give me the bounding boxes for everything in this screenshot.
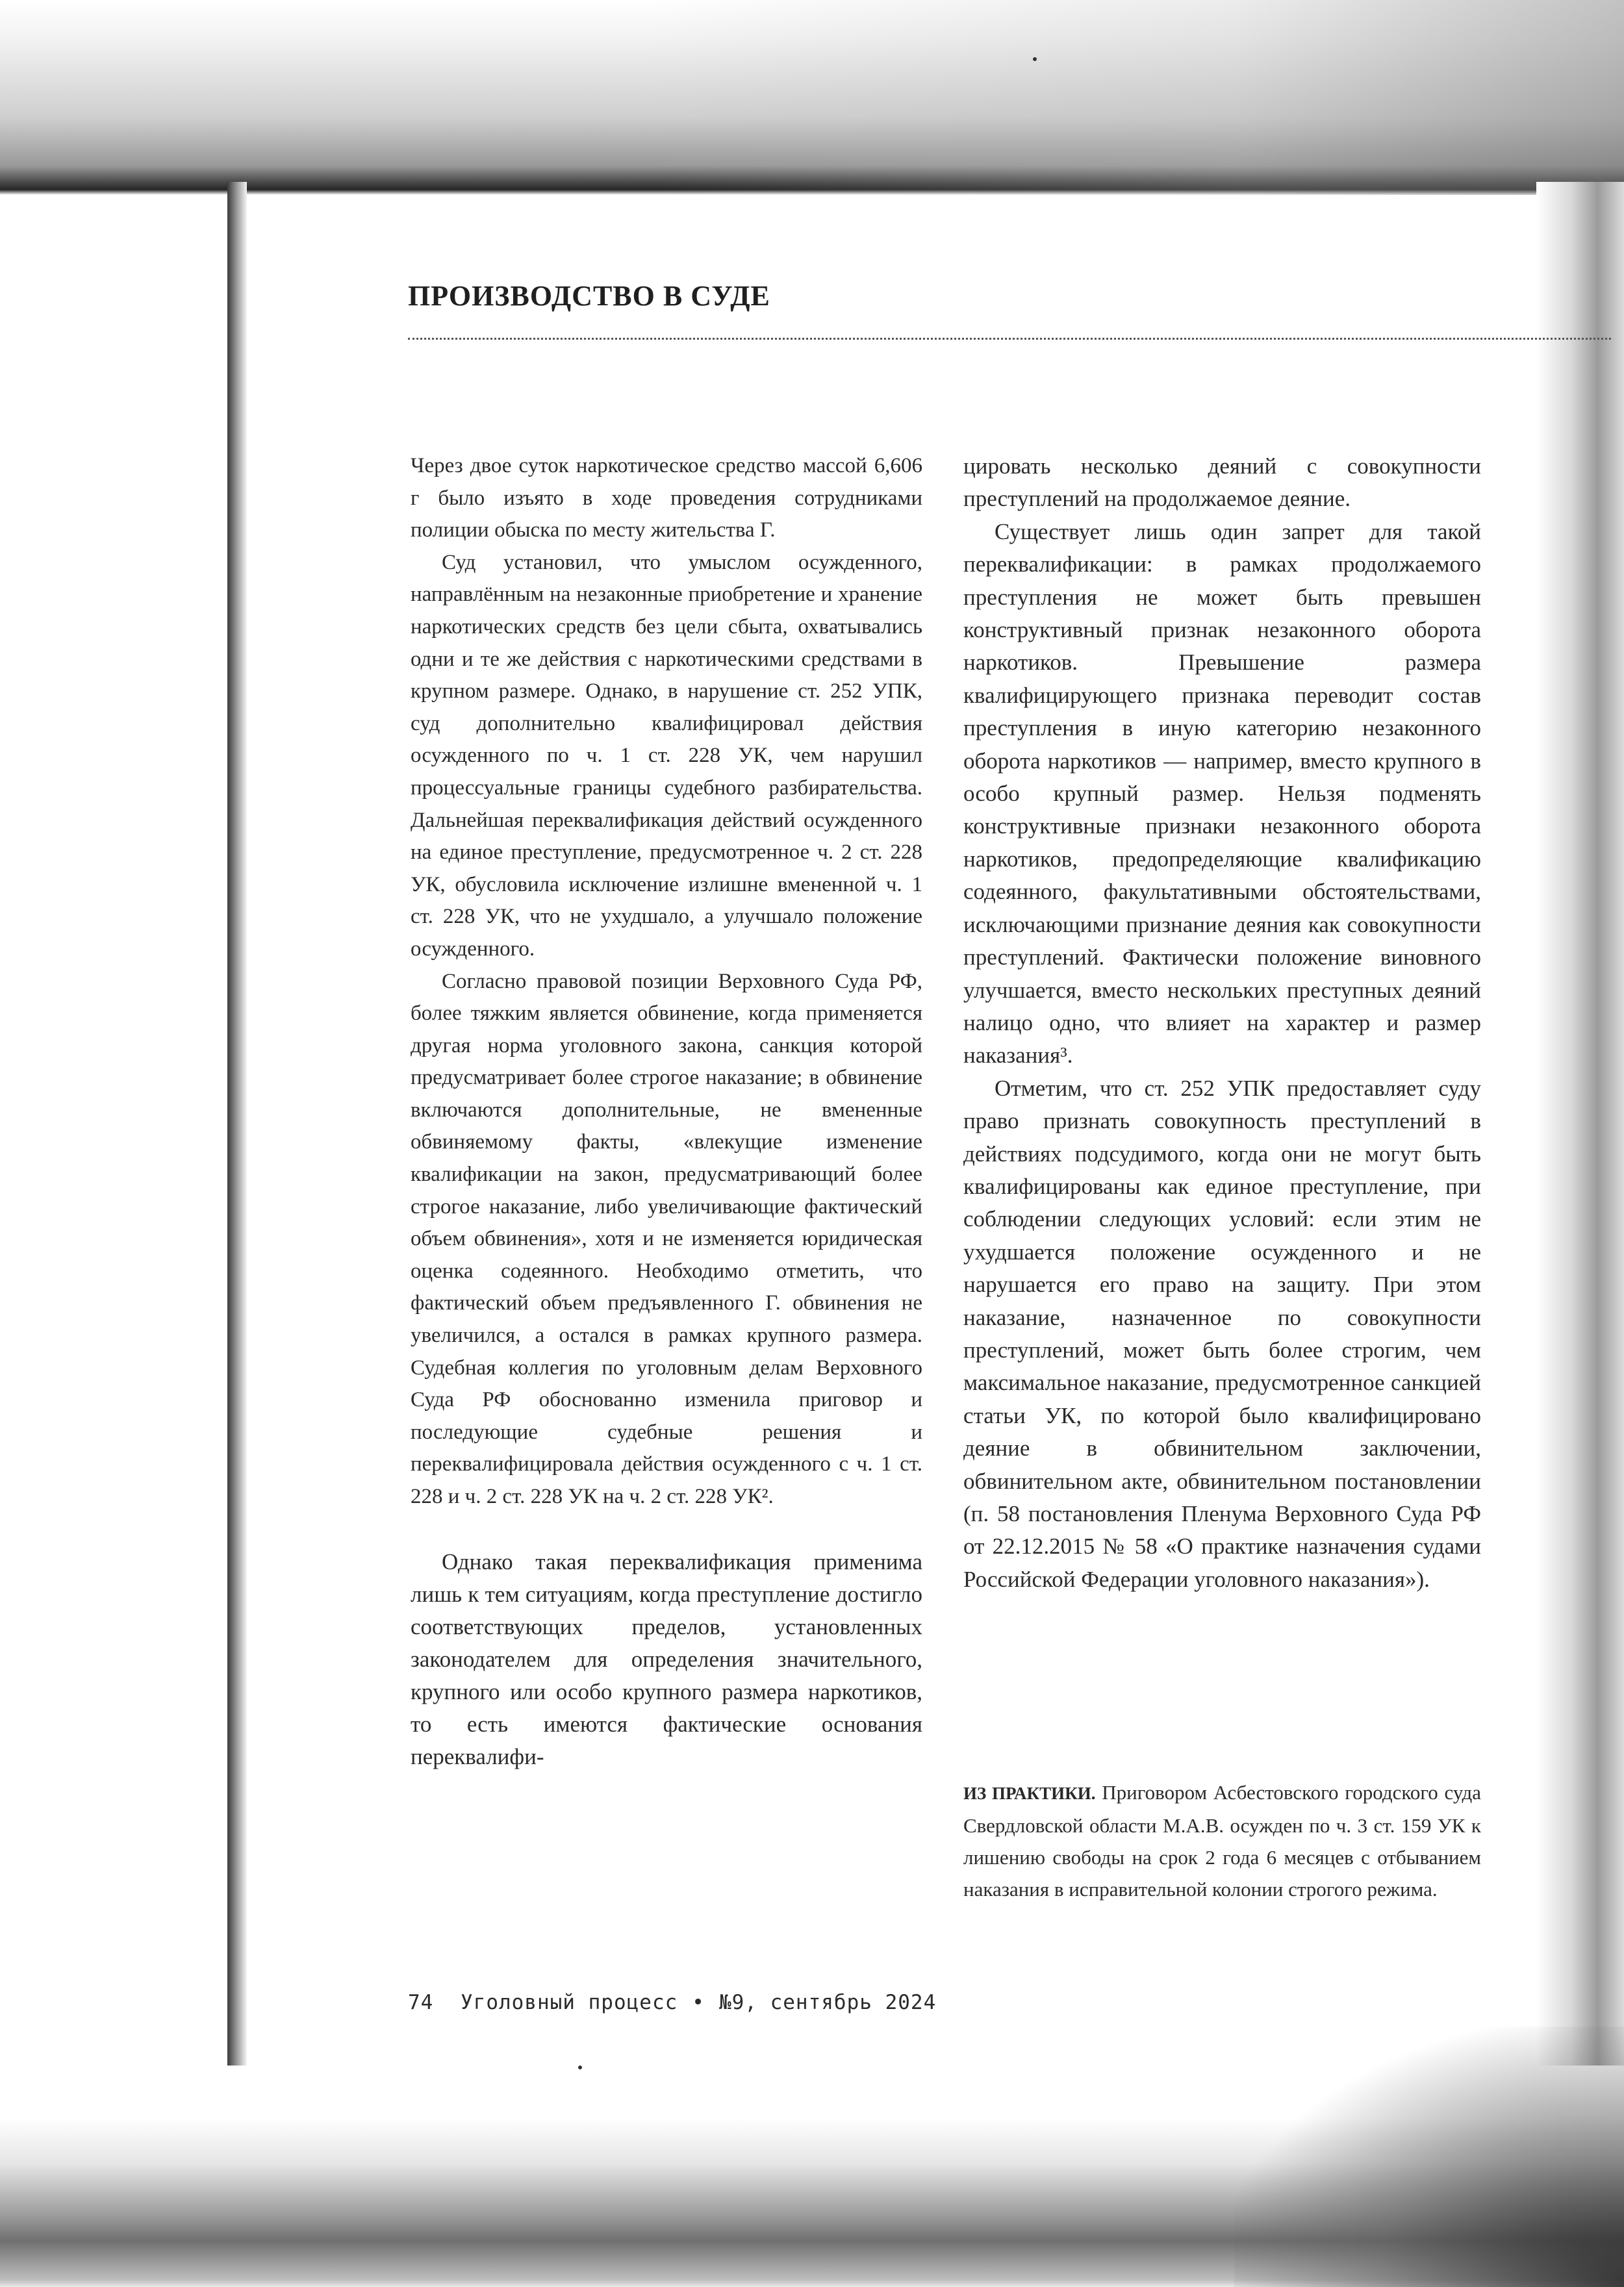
footer-separator: • [692, 1991, 705, 2014]
page-footer [408, 1991, 950, 2014]
scan-shadow-bottom-right [1234, 2027, 1624, 2287]
scan-shadow-right [1536, 182, 1624, 2104]
right-column [963, 450, 1481, 1596]
paragraph: Согласно правовой позиции Верховного Суда РФ, более тяжким является обвинение, когда применяется другая норма уголовного закона, санкция которой предусматривает более строгое наказание; в обвинение включаются дополнительные, не вмененные обвиняемому факты, «влекущие изменение квалификации на закон, предусматривающий более строгое наказание, либо увеличивающие фактический объем обвинения», хотя и не изменяется юридическая оценка содеянного. Необходимо отметить, что фактический объем предъявленного Г. обвинения не увеличился, а остался в рамках крупного размера. Судебная коллегия по уголовным делам Верховного Суда РФ обоснованно изменила приговор и последующие судебные решения и переквалифицировала действия осужденного с ч. 1 ст. 228 и ч. 2 ст. 228 УК на ч. 2 ст. 228 УК². [411, 969, 922, 1508]
lead-paragraph: Однако такая переквалификация применима лишь к тем ситуациям, когда преступление достигло соответствующих пределов, установленных законодателем для определения значительного, крупного или особо крупного размера наркотиков, то есть имеются фактические основания переквалифи- [411, 1548, 922, 1769]
scan-speck [1033, 57, 1037, 61]
issue-info: №9, сентябрь 2024 [718, 1991, 937, 2014]
paragraph: цировать несколько деяний с совокупности преступлений на продолжаемое деяние. [963, 453, 1481, 512]
practice-box [963, 1776, 1481, 1905]
scan-shadow-top-right [650, 0, 1624, 195]
journal-title: Уголовный процесс [461, 1991, 678, 2014]
paragraph-gap [411, 1513, 922, 1546]
scan-speck [578, 2066, 582, 2069]
paragraph: Существует лишь один запрет для такой переквалификации: в рамках продолжаемого преступления не может быть превышен конструктивный признак незаконного оборота наркотиков. Превышение размера квалифицирующего признака переводит состав преступления в иную категорию незаконного оборота наркотиков — например, вместо крупного в особо крупный размер. Нельзя подменять конструктивные признаки незаконного оборота наркотиков, предопределяющие квалификацию содеянного, факультативными обстоятельствами, исключающими признание деяния как совокупности преступлений. Фактически положение виновного улучшается, вместо нескольких преступных деяний налицо одно, что влияет на характер и размер наказания³. [963, 518, 1481, 1068]
practice-label: ИЗ ПРАКТИКИ. [963, 1784, 1096, 1803]
paragraph: Через двое суток наркотическое средство массой 6,606 г было изъято в ходе проведения сотрудниками полиции обыска по месту жительства Г. [411, 454, 922, 542]
practice-text: Приговором Асбестовского городского суда Свердловской области М.А.В. осужден по ч. 3 ст. 159 УК к лишению свободы на срок 2 года 6 месяцев с отбыванием наказания в исправительной колонии строгого режима. [963, 1781, 1481, 1901]
scan-shadow-left [227, 182, 247, 2117]
paragraph: Суд установил, что умыслом осужденного, направлённым на незаконные приобретение и хранение наркотических средств без цели сбыта, охватывались одни и те же действия с наркотическими средствами в крупном размере. Однако, в нарушение ст. 252 УПК, суд дополнительно квалифицировал действия осужденного по ч. 1 ст. 228 УК, чем нарушил процессуальные границы судебного разбирательства. Дальнейшая переквалификация действий осужденного на единое преступление, предусмотренное ч. 2 ст. 228 УК, обусловила исключение излишне вмененной ч. 1 ст. 228 УК, что не ухудшало, а улучшало положение осужденного. [411, 550, 922, 961]
section-title: ПРОИЗВОДСТВО В СУДЕ [408, 280, 770, 312]
page-number: 74 [408, 1991, 434, 2014]
paragraph: Отметим, что ст. 252 УПК предоставляет суду право признать совокупность преступлений в действиях подсудимого, когда они не могут быть квалифицированы как единое преступление, при соблюдении следующих условий: если этим не ухудшается положение осужденного и не нарушается его право на защиту. При этом наказание, назначенное по совокупности преступлений, может быть более строгим, чем максимальное наказание, предусмотренное санкцией статьи УК, по которой было квалифицировано деяние в обвинительном заключении, обвинительном акте, обвинительном постановлении (п. 58 постановления Пленума Верховного Суда РФ от 22.12.2015 № 58 «О практике назначения судами Российской Федерации уголовного наказания»). [963, 1075, 1481, 1592]
dotted-divider [408, 338, 1611, 340]
left-column [411, 450, 922, 1773]
